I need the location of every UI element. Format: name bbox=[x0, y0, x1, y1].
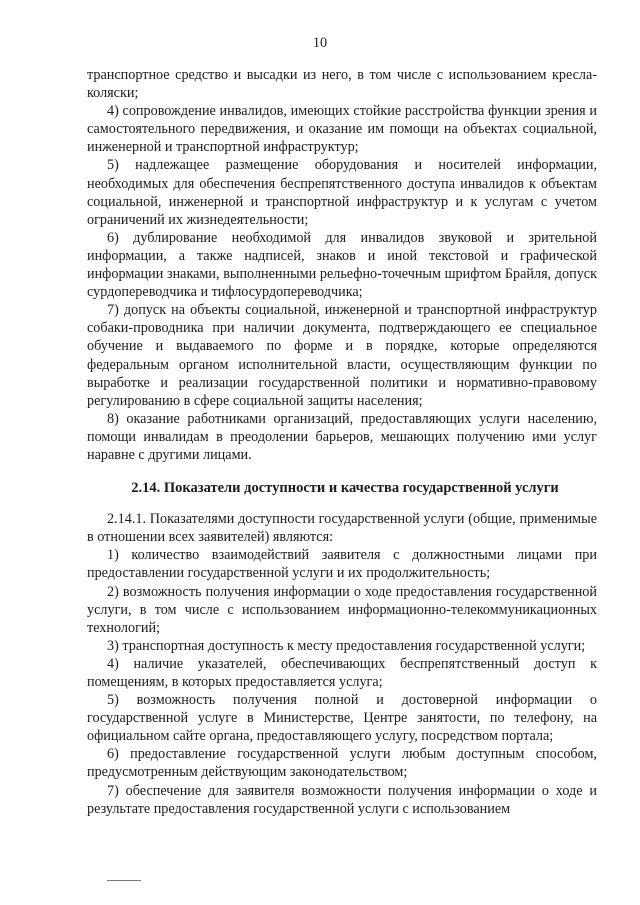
list-item-5: 5) надлежащее размещение оборудования и носителей информации, необходимых для обеспечения беспрепятственного доступа инвалидов к объектам социальной, инженерной и транспортной инфраструктур и к услугам с учетом ограничений их жизнедеятельности; bbox=[87, 157, 597, 228]
criterion-item-1: 1) количество взаимодействий заявителя с должностными лицами при предоставлении государственной услуги и их продолжительность; bbox=[87, 547, 597, 582]
clause-2-14-1: 2.14.1. Показателями доступности государственной услуги (общие, применимые в отношении всех заявителей) являются: bbox=[87, 511, 597, 546]
criterion-item-3: 3) транспортная доступность к месту предоставления государственной услуги; bbox=[107, 637, 586, 654]
list-item-8: 8) оказание работниками организаций, предоставляющих услуги населению, помощи инвалидам в преодолении барьеров, мешающих получению ими услуг наравне с другими лицами. bbox=[87, 410, 597, 463]
criterion-item-7: 7) обеспечение для заявителя возможности получения информации о ходе и результате предоставления государственной услуги с использованием bbox=[87, 782, 597, 817]
page-number: 10 bbox=[312, 35, 328, 51]
criterion-item-4: 4) наличие указателей, обеспечивающих беспрепятственный доступ к помещениям, в которых предоставляется услуга; bbox=[87, 655, 597, 690]
footer-rule bbox=[107, 880, 141, 881]
criterion-item-6: 6) предоставление государственной услуги любым доступным способом, предусмотренным действующим законодательством; bbox=[87, 746, 597, 781]
document-body bbox=[87, 66, 597, 818]
list-item-6: 6) дублирование необходимой для инвалидов звуковой и зрительной информации, а также надписей, знаков и иной текстовой и графической информации знаками, выполненными рельефно-точечным шрифтом Брайля, допуск сурдопереводчика и тифлосурдопереводчика; bbox=[87, 229, 597, 301]
list-item-4: 4) сопровождение инвалидов, имеющих стойкие расстройства функции зрения и самостоятельного передвижения, и оказание им помощи на объектах социальной, инженерной и транспортной инфраструктур; bbox=[87, 103, 597, 156]
list-item-7: 7) допуск на объекты социальной, инженерной и транспортной инфраструктур собаки-проводника при наличии документа, подтверждающего ее специальное обучение и выдаваемого по форме и в порядке, которые определяются федеральным органом исполнительной власти, осуществляющим функции по выработке и реализации государственной политики и нормативно-правовому регулированию в сфере социальной защиты населения; bbox=[87, 302, 597, 409]
criterion-item-5: 5) возможность получения полной и достоверной информации о государственной услуге в Министерстве, Центре занятости, по телефону, на официальном сайте органа, предоставляющего услугу, посредством портала; bbox=[87, 692, 597, 745]
criterion-item-2: 2) возможность получения информации о ходе предоставления государственной услуги, в том числе с использованием информационно-телекоммуникационных технологий; bbox=[87, 583, 597, 636]
section-heading: 2.14. Показатели доступности и качества государственной услуги bbox=[131, 480, 559, 497]
paragraph-continuation: транспортное средство и высадки из него, в том числе с использованием кресла-коляски; bbox=[87, 67, 597, 102]
